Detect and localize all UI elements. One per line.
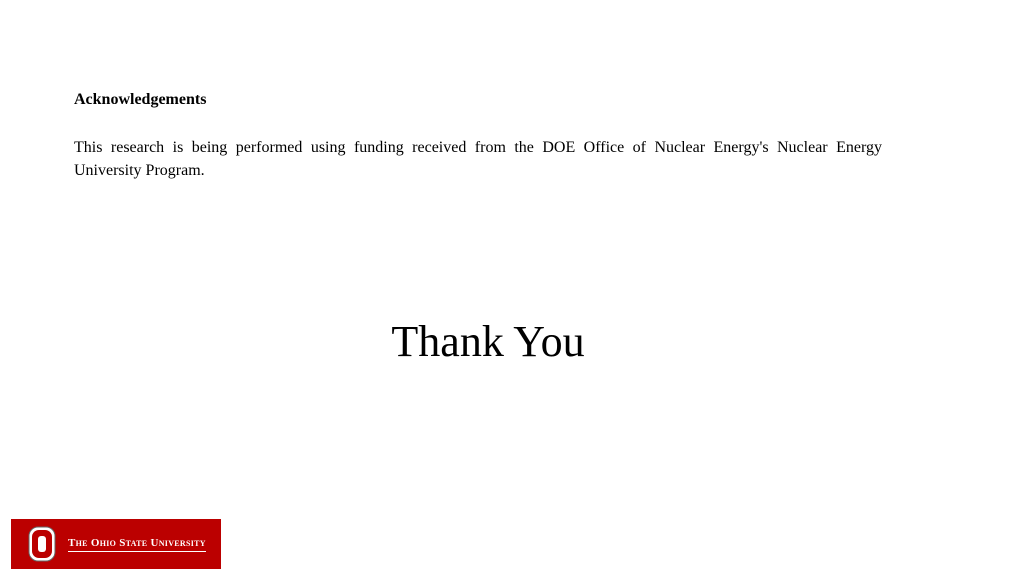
block-o-logo-svg: [28, 526, 56, 562]
block-o-logo-icon: [28, 526, 56, 562]
university-logo-bar: [11, 519, 221, 569]
university-name: The Ohio State University: [68, 537, 206, 552]
acknowledgements-text: This research is being performed using funding received from the DOE Office of Nuclear Energy's Nuclear Energy University Program.: [74, 139, 882, 179]
thank-you-text: Thank You: [391, 317, 585, 366]
acknowledgements-heading: Acknowledgements: [74, 91, 207, 108]
